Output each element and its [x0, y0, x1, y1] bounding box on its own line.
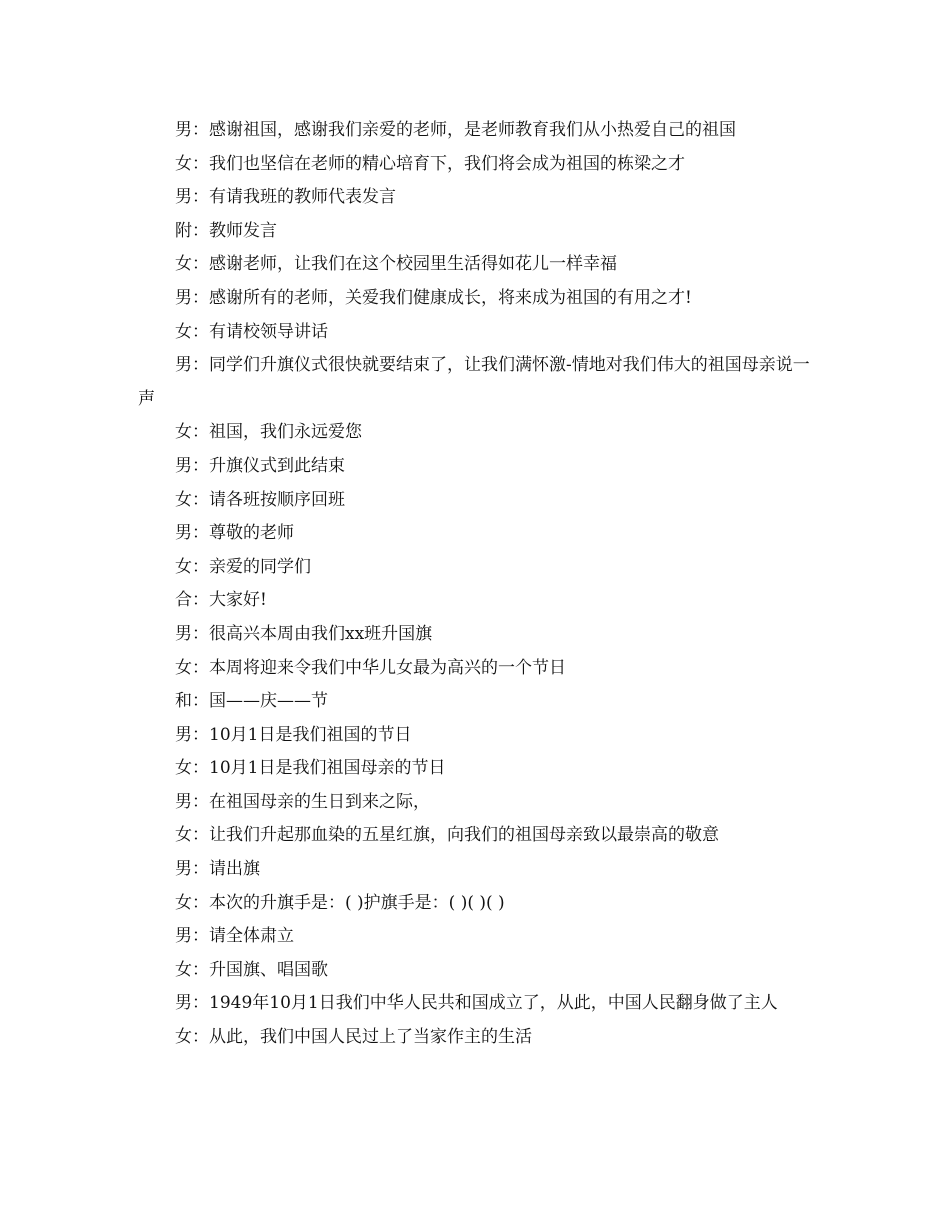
paragraph: 男：同学们升旗仪式很快就要结束了，让我们满怀激-情地对我们伟大的祖国母亲说一声	[138, 355, 810, 409]
paragraph: 男：有请我班的教师代表发言	[175, 187, 396, 208]
paragraph: 男：1949年10月1日我们中华人民共和国成立了，从此，中国人民翻身做了主人	[175, 993, 778, 1014]
paragraph: 女：有请校领导讲话	[175, 321, 328, 342]
document-body	[138, 114, 818, 1055]
paragraph: 男：在祖国母亲的生日到来之际，	[175, 791, 430, 812]
paragraph: 女：亲爱的同学们	[175, 556, 311, 577]
paragraph: 男：升旗仪式到此结束	[175, 455, 345, 476]
paragraph: 男：尊敬的老师	[175, 523, 294, 544]
paragraph: 女：10月1日是我们祖国母亲的节日	[175, 758, 446, 779]
paragraph: 男：感谢祖国，感谢我们亲爱的老师，是老师教育我们从小热爱自己的祖国	[175, 120, 736, 140]
paragraph: 女：祖国，我们永远爱您	[175, 422, 362, 443]
paragraph: 和：国——庆——节	[175, 691, 328, 712]
paragraph: 合：大家好!	[175, 590, 267, 611]
paragraph: 男：很高兴本周由我们xx班升国旗	[175, 623, 433, 644]
paragraph: 附：教师发言	[175, 220, 277, 241]
paragraph: 女：我们也坚信在老师的精心培育下，我们将会成为祖国的栋梁之才	[175, 153, 685, 174]
paragraph: 女：本次的升旗手是：( )护旗手是：( )( )( )	[175, 892, 505, 913]
paragraph: 女：请各班按顺序回班	[175, 489, 345, 510]
paragraph: 女：升国旗、唱国歌	[175, 959, 328, 980]
paragraph: 女：感谢老师，让我们在这个校园里生活得如花儿一样幸福	[175, 254, 617, 275]
paragraph: 男：请全体肃立	[175, 926, 294, 947]
paragraph: 女：让我们升起那血染的五星红旗，向我们的祖国母亲致以最崇高的敬意	[175, 825, 719, 846]
paragraph: 男：10月1日是我们祖国的节日	[175, 724, 412, 745]
paragraph: 女：本周将迎来令我们中华儿女最为高兴的一个节日	[175, 657, 566, 678]
paragraph: 女：从此，我们中国人民过上了当家作主的生活	[175, 1027, 532, 1048]
paragraph: 男：请出旗	[175, 859, 260, 880]
paragraph: 男：感谢所有的老师，关爱我们健康成长，将来成为祖国的有用之才!	[175, 287, 692, 308]
